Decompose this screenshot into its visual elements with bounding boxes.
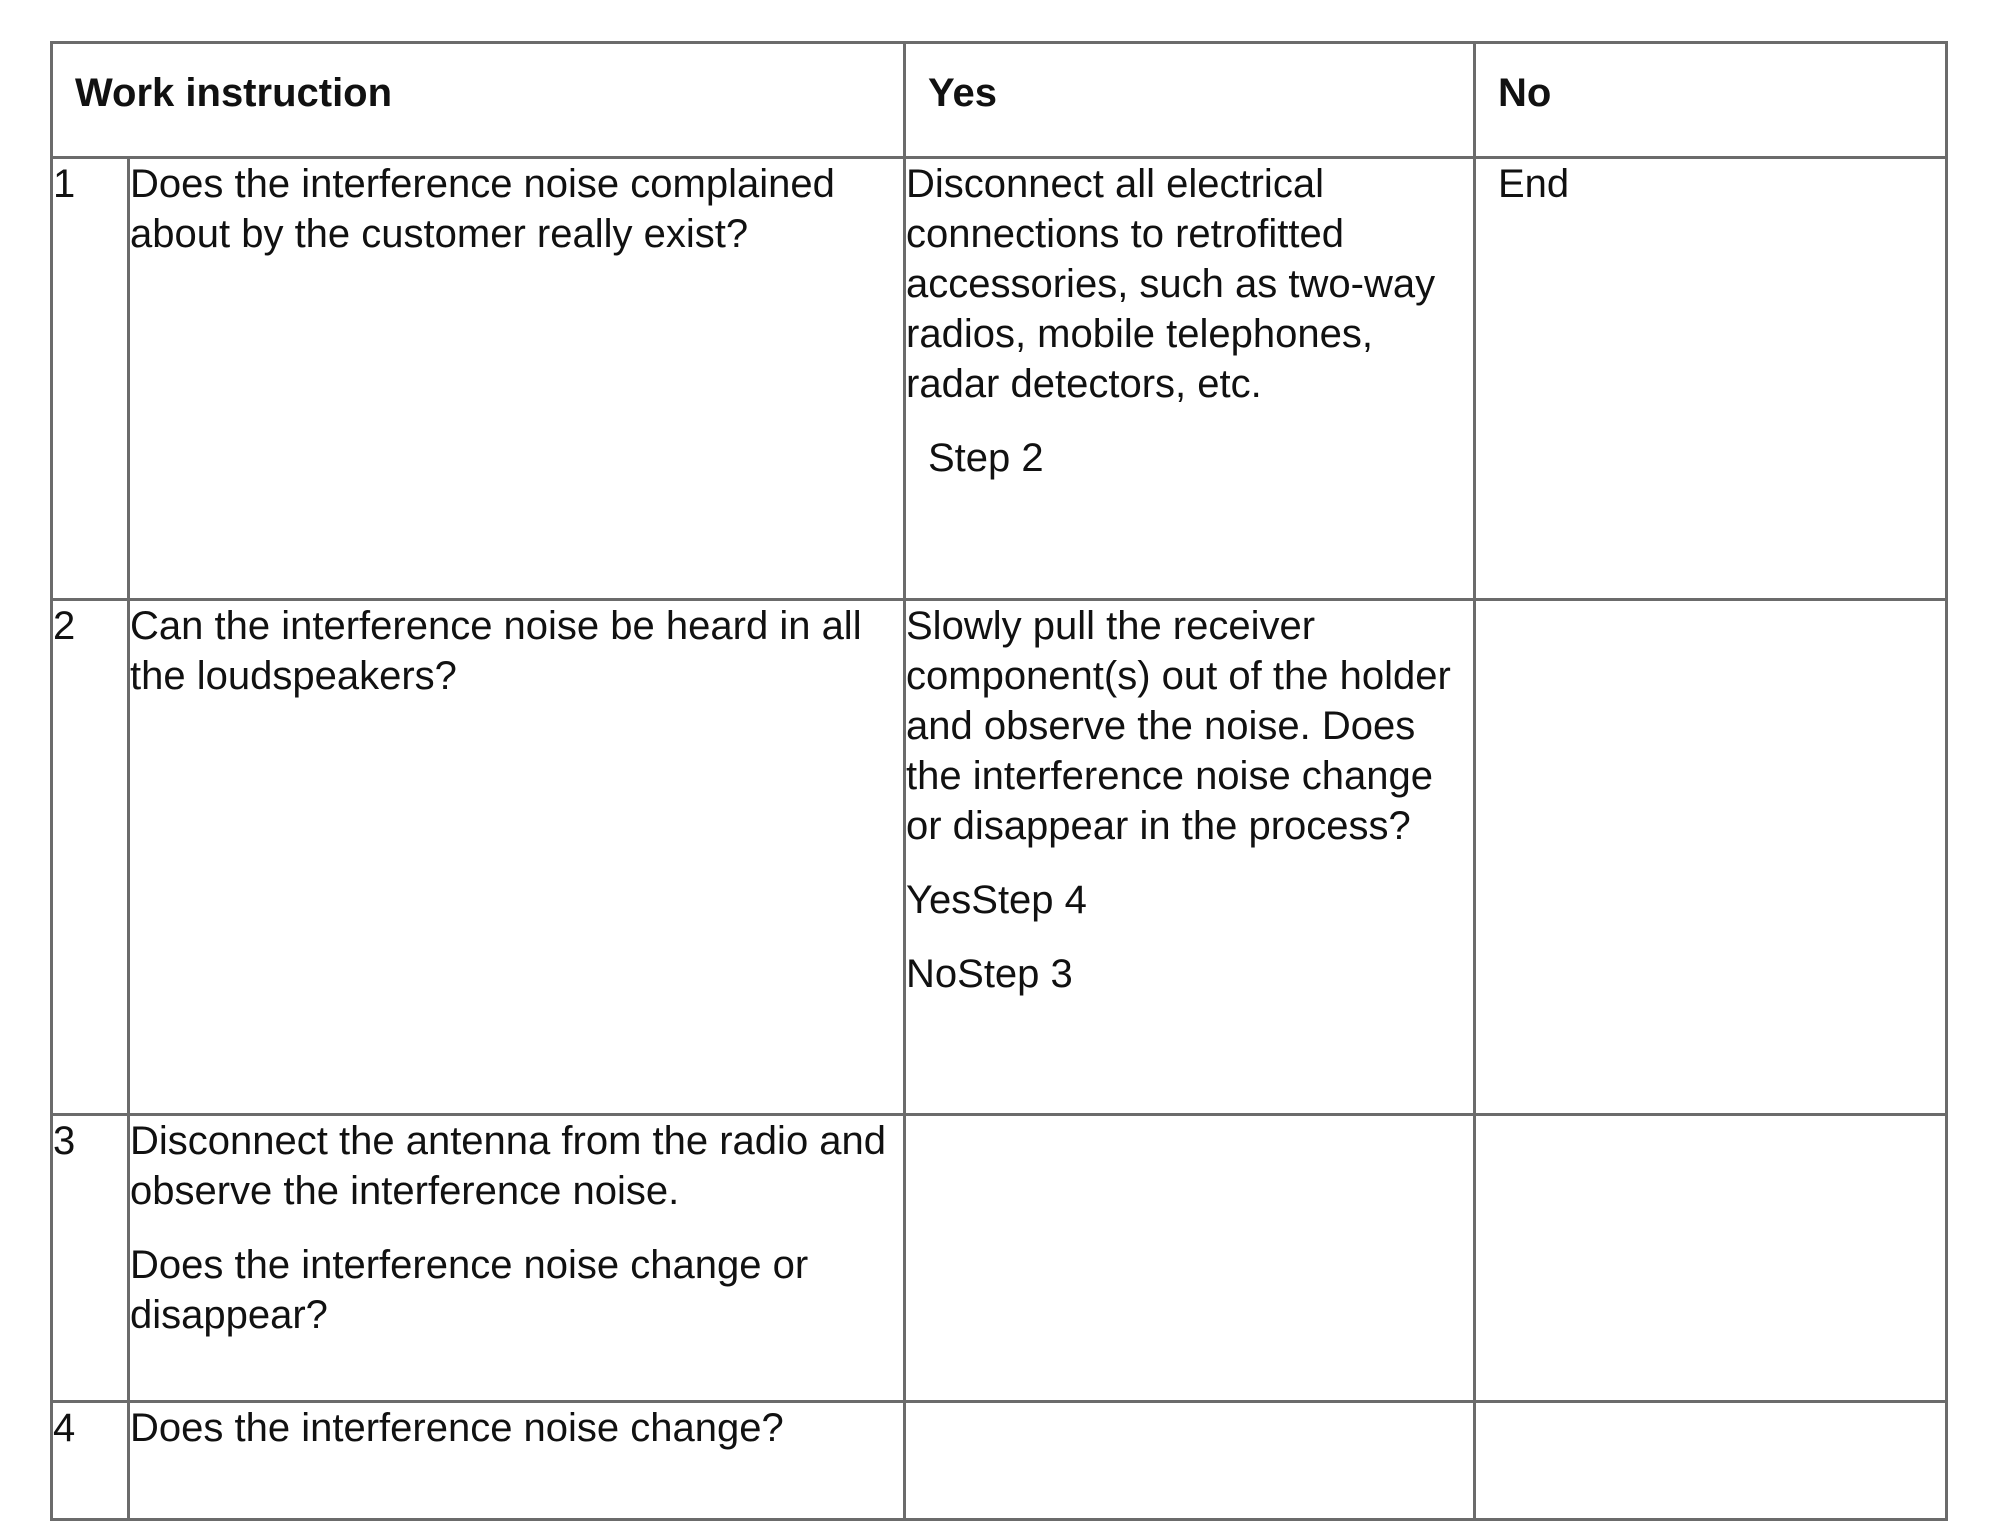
yes-step-ref: Step 2: [928, 436, 1044, 480]
no-cell: [1475, 1115, 1947, 1402]
yes-action-text: Disconnect all electrical connections to retrofitted accessories, such as two-way radios, mobile telephones, radar detectors, etc.: [906, 162, 1436, 406]
instruction-question: Does the interference noise change or disappear?: [130, 1243, 809, 1337]
yes-cell: [905, 158, 1475, 600]
yes-action-text: Slowly pull the receiver component(s) out of the holder and observe the noise. Does the interference noise change or disappear in the process?: [906, 604, 1451, 848]
step-number: 1: [52, 158, 129, 600]
no-cell: [1475, 158, 1947, 600]
yes-cell: [905, 1115, 1475, 1402]
table-row: [52, 1115, 1947, 1402]
branch-yes-label: Yes: [906, 878, 972, 922]
header-no: No: [1475, 43, 1947, 158]
no-cell: [1475, 600, 1947, 1115]
table-row: [52, 1402, 1947, 1520]
table-row: [52, 600, 1947, 1115]
branch-no: [906, 949, 1473, 999]
table-header-row: [52, 43, 1947, 158]
instruction-text: Disconnect the antenna from the radio and observe the interference noise.: [130, 1119, 887, 1213]
instruction-cell: [129, 600, 905, 1115]
step-number: 3: [52, 1115, 129, 1402]
no-action-text: End: [1498, 162, 1570, 206]
branch-yes: [906, 875, 1473, 925]
instruction-cell: [129, 158, 905, 600]
instruction-cell: [129, 1402, 905, 1520]
instruction-text: Can the interference noise be heard in all the loudspeakers?: [130, 604, 862, 698]
branch-no-step: Step 3: [957, 952, 1073, 996]
no-cell: [1475, 1402, 1947, 1520]
header-work-instruction: Work instruction: [52, 43, 905, 158]
header-yes: Yes: [905, 43, 1475, 158]
step-number: 4: [52, 1402, 129, 1520]
instruction-cell: [129, 1115, 905, 1402]
branch-no-label: No: [906, 952, 958, 996]
instruction-text: Does the interference noise complained about by the customer really exist?: [130, 162, 835, 256]
table-row: [52, 158, 1947, 600]
yes-cell: [905, 600, 1475, 1115]
instruction-text: Does the interference noise change?: [130, 1406, 784, 1450]
yes-cell: [905, 1402, 1475, 1520]
branch-yes-step: Step 4: [971, 878, 1087, 922]
work-instruction-table: [50, 41, 1948, 1521]
step-number: 2: [52, 600, 129, 1115]
